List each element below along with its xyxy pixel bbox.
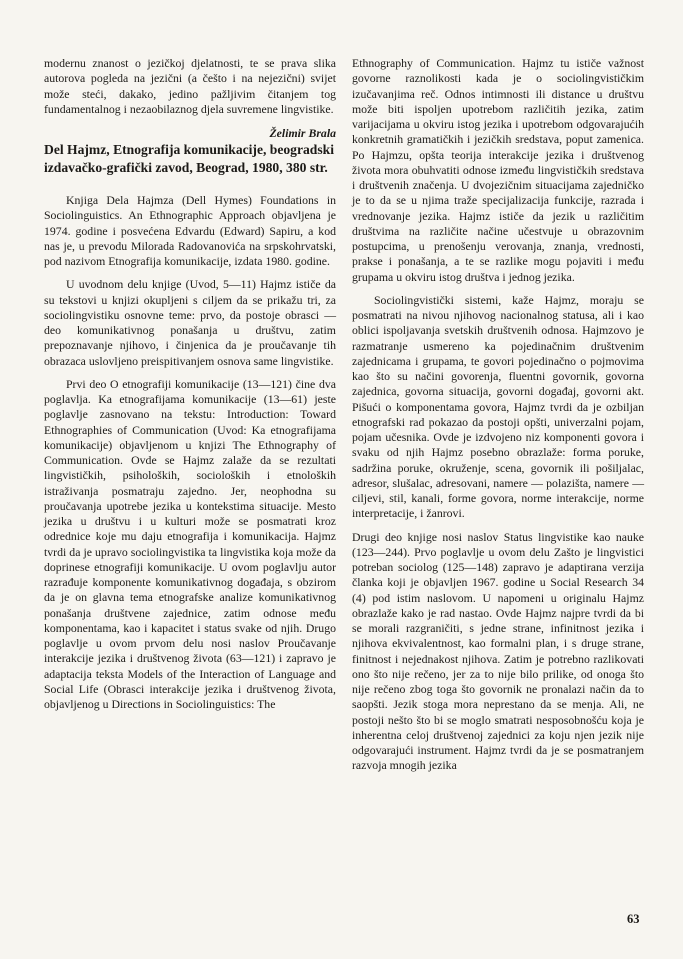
review-heading: Del Hajmz, Etnografija komunikacije, beogradski izdavačko-grafički zavod, Beograd, 1980, 380 str.	[44, 142, 334, 175]
signature: Želimir Brala	[269, 126, 336, 140]
page-number: 63	[627, 912, 640, 926]
paragraph-continuation: Ethnography of Communication. Hajmz tu ističe važnost govorne raznolikosti kada je o sociolingvističkim izučavanjima reč. Odnos intimnosti ili distance u društvu može biti ispoljen upotrebom različitih jezika, zatim varijacijama u okviru istog jezika i upotrebom odgovarajućih konkretnih gramatičkih i jezičkih sredstava, poput zamenica. Po Hajmzu, opšta teorija interakcije jezika i društvenog života mora obuhvatiti odnose između lingvističkih sredstava i društvenih značenja. U dvojezičnim situacijama zajedničko je to da se u njima traže specijalizacija funkcije, razrada i vrednovanje jezika. Hajmz ističe da jezik u različitim društvima na različite načine učestvuje u obrazovnim postupcima, u prenošenju verovanja, znanja, vrednosti, prakse i ponašanja, a te se razlike mogu pojaviti i među grupama u okviru istog društva i jednog jezika.	[352, 56, 644, 284]
left-column	[44, 56, 336, 712]
intro-paragraph: modernu znanost o jezičkoj djelatnosti, te se prava slika autorova pogleda na jezični (a češto i na nejezični) svijet može steći, dakako, jedino pažljivim čitanjem tog fundamentalnog i nezaobilaznog djela suvremene lingvistike.	[44, 56, 336, 116]
paragraph-first-part: Prvi deo O etnografiji komunikacije (13—121) čine dva poglavlja. Ka etnografijama komunikacije (13—61) jeste poglavlje zasnovano na tekstu: Introduction: Toward Ethnographies of Communication (Uvod: Ka etnografijama komunikacije) objavljenom u knjizi The Ethnography of Communication. Ovde se Hajmz zalaže da se rezultati lingvističkih, psiholoških, socioloških i etnoloških istraživanja posmatraju zajedno. Jer, neophodna su proučavanja upotrebe jezika u kontekstima situacije. Mesto jezika u društvu i u kulturi može se posmatrati kroz odrednice koje mu daju etnografija i komunikacija. Hajmz tvrdi da je upravo sociolingvistika ta lingvistika koja može da doprinese etnografiji komunikacije. U ovom poglavlju autor razrađuje komponente komunikativnog događaja, s obzirom da je on glavna tema etnografske analize komunikativnog ponašanja društvene zajednice, zatim odnose među komponentama, kao i kapacitet i status svake od njih. Drugo poglavlje u ovom prvom delu nosi naslov Proučavanje interakcije jezika i društvenog života (63—121) i zapravo je adaptacija teksta Models of the Interaction of Language and Social Life (Obrasci interakcije jezika i društvenog života, objavljenog u Directions in Sociolinguistics: The	[44, 376, 336, 712]
right-column	[352, 56, 644, 774]
paragraph-second-part: Drugi deo knjige nosi naslov Status lingvistike kao nauke (123—244). Prvo poglavlje u ovom delu Zašto je lingvistici potreban sociolog (125—148) zapravo je adaptirana verzija članka koji je objavljen 1967. godine u Social Research 34 (4) pod istim naslovom. U napomeni u originalu Hajmz obrazlaže kako je rad nastao. Ovde Hajmz najpre tvrdi da bi se morali razgraničiti, s jedne strane, infinitnost jezika i njihova ekvivalentnost, kao formalni plan, i s druge strane, finitnost i nejednakost njihova. Zatim je potrebno razlikovati ono što nije rečeno, jer za to nije bilo prilike, od onoga što nije rečeno zbog toga što govornik ne pronalazi način da to saopšti. Jezik stoga mora neprestano da se menja. Ali, ne postoji nešto što bi se moglo smatrati nesposobnošću koja je inherentna celoj društvenoj zajednici za koju njen jezik nije odgovarajući instrument. Hajmz tvrdi da je se posmatranjem razvoja mnogih jezika	[352, 529, 644, 773]
paragraph-introduction: U uvodnom delu knjige (Uvod, 5—11) Hajmz ističe da su tekstovi u knjizi okupljeni s ciljem da se prikažu tri, za sociolingvistiku osnovne teme: prvo, da postoje obrasci — deo komunikativnog ponašanja u društvu, zatim prepoznavanje njihovo, i činjenica da je proučavanje tih obrazaca uslovljeno preispitivanjem osnova same lingvistike.	[44, 277, 336, 368]
paragraph-sociolinguistic-systems: Sociolingvistički sistemi, kaže Hajmz, moraju se posmatrati na nivou njihovog nacionalnog statusa, ali i kao oblici ispoljavanja svetskih društvenih odnosa. Hajmzovo je razmatranje usmereno ka pojedinačnim društvenim zajednicama i grupama, te govori pojedinačno o pojmovima kao što su načini govorenja, fluentni govornik, govorna zajednica, govorna situacija, govorni događaj, govorni akt. Pišući o komponentama govora, Hajmz tvrdi da je ozbiljan etnografski rad pokazao da postoji opšti, univerzalni pojam, pojam učesnika. Ovde je izdvojeno niz komponenti govora i svaku od njih Hajmz posebno obrazlaže: forma poruke, sadržina poruke, okruženje, scena, govornik ili pošiljalac, adresor, slušalac, adresovani, namere — polazišta, namere — ciljevi, stil, kanali, forme govora, norme interakcije, norme interpretacije, i žanrovi.	[352, 292, 644, 521]
paragraph-foundations: Knjiga Dela Hajmza (Dell Hymes) Foundations in Sociolinguistics. An Ethnographic Approach objavljena je 1974. godine i posvećena Edvardu (Edward) Sapiru, a kod nas je, u prevodu Milorada Radovanovića na srpskohrvatski, pod nazivom Etnografija komunikacije, izdata 1980. godine.	[44, 193, 336, 269]
